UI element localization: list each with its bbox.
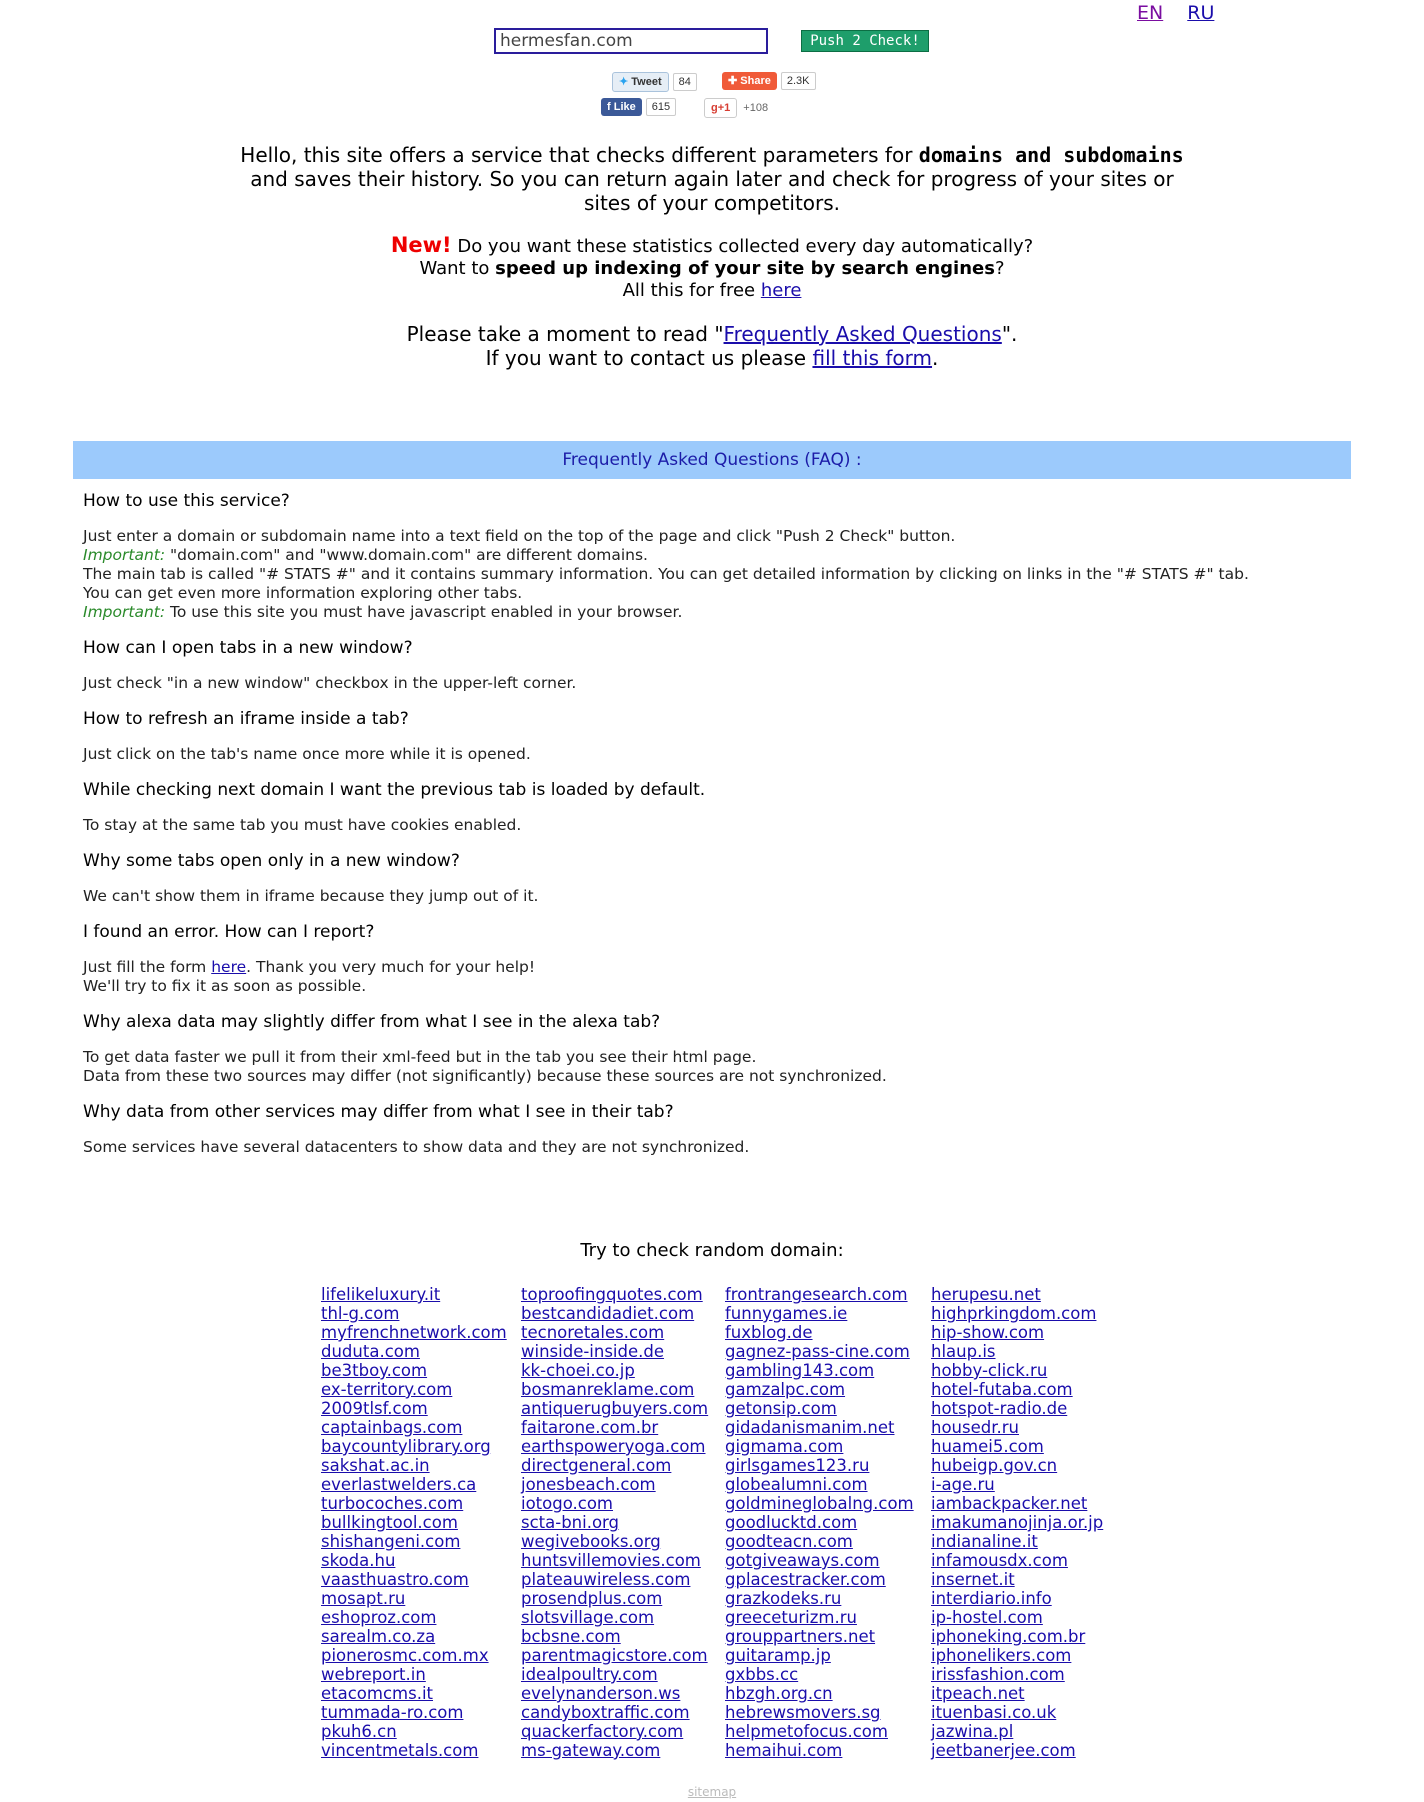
random-domain-link[interactable]: fuxblog.de — [725, 1323, 813, 1342]
domain-column-1 — [321, 1285, 507, 1760]
random-domain-link[interactable]: plateauwireless.com — [521, 1570, 691, 1589]
intro-text: Hello, this site offers a service that checks different parameters for domains and subdomains and saves their history. So you can return again later and check for progress of your sites or sites of your competitors. — [240, 143, 1184, 215]
random-domain-link[interactable]: idealpoultry.com — [521, 1665, 658, 1684]
random-domain-link[interactable]: guitaramp.jp — [725, 1646, 831, 1665]
random-domain-link[interactable]: itpeach.net — [931, 1684, 1025, 1703]
faq-question: Why data from other services may differ from what I see in their tab? — [83, 1102, 674, 1122]
random-domain-link[interactable]: thl-g.com — [321, 1304, 400, 1323]
random-domain-link[interactable]: tecnoretales.com — [521, 1323, 665, 1342]
random-domain-link[interactable]: hotel-futaba.com — [931, 1380, 1073, 1399]
faq-answer: Just click on the tab's name once more while it is opened. — [83, 745, 531, 763]
faq-question: Why some tabs open only in a new window? — [83, 851, 460, 871]
random-domain-link[interactable]: gxbbs.cc — [725, 1665, 799, 1684]
faq-answer: To stay at the same tab you must have cookies enabled. — [83, 816, 522, 834]
random-domain-link[interactable]: candyboxtraffic.com — [521, 1703, 690, 1722]
random-domain-link[interactable]: vaasthuastro.com — [321, 1570, 469, 1589]
footer — [0, 1785, 1424, 1799]
lang-ru-link[interactable]: RU — [1187, 2, 1215, 24]
sitemap-link[interactable]: sitemap — [687, 1785, 737, 1799]
random-domain-link[interactable]: kk-choei.co.jp — [521, 1361, 635, 1380]
random-domain-link[interactable]: skoda.hu — [321, 1551, 396, 1570]
random-domain-link[interactable]: duduta.com — [321, 1342, 420, 1361]
random-domain-link[interactable]: tummada-ro.com — [321, 1703, 464, 1722]
intro-highlight: domains and subdomains — [918, 143, 1184, 167]
random-domain-link[interactable]: helpmetofocus.com — [725, 1722, 888, 1741]
random-domain-link[interactable]: grazkodeks.ru — [725, 1589, 842, 1608]
faq-answer: Just check "in a new window" checkbox in the upper-left corner. — [83, 674, 577, 692]
domain-column-3 — [725, 1285, 914, 1760]
domain-column-4 — [931, 1285, 1103, 1760]
random-domain-link[interactable]: gagnez-pass-cine.com — [725, 1342, 910, 1361]
tweet-count: 84 — [673, 73, 697, 91]
random-domain-link[interactable]: getonsip.com — [725, 1399, 837, 1418]
facebook-like-button[interactable]: f Like — [601, 98, 642, 116]
random-domain-link[interactable]: quackerfactory.com — [521, 1722, 684, 1741]
faq-answer: Just enter a domain or subdomain name into a text field on the top of the page and click "Push 2 Check" button. Important: "domain.com" and "www.domain.com" are different domains. The main tab is called "# STATS #" and it contains summary information. You can get detailed information by clicking on links in the "# STATS #" tab. You can get even more information exploring other tabs. Important: To use this site you must have javascript enabled in your browser. — [83, 527, 1249, 621]
random-domain-link[interactable]: antiquerugbuyers.com — [521, 1399, 709, 1418]
faq-question: How to refresh an iframe inside a tab? — [83, 709, 409, 729]
tweet-widget — [612, 72, 697, 92]
random-domain-link[interactable]: jazwina.pl — [931, 1722, 1014, 1741]
random-domain-link[interactable]: directgeneral.com — [521, 1456, 672, 1475]
random-domain-title: Try to check random domain: — [580, 1240, 844, 1261]
random-domain-link[interactable]: iphoneking.com.br — [931, 1627, 1086, 1646]
random-domain-link[interactable]: gotgiveaways.com — [725, 1551, 880, 1570]
faq-header: Frequently Asked Questions (FAQ) : — [73, 441, 1351, 479]
random-domain-link[interactable]: ex-territory.com — [321, 1380, 453, 1399]
faq-question: How can I open tabs in a new window? — [83, 638, 413, 658]
promo-here-link[interactable]: here — [760, 280, 802, 301]
random-domain-link[interactable]: hbzgh.org.cn — [725, 1684, 833, 1703]
random-domain-link[interactable]: lifelikeluxury.it — [321, 1285, 441, 1304]
random-domain-link[interactable]: myfrenchnetwork.com — [321, 1323, 507, 1342]
random-domain-link[interactable]: iotogo.com — [521, 1494, 614, 1513]
random-domain-link[interactable]: mosapt.ru — [321, 1589, 406, 1608]
random-domain-link[interactable]: sakshat.ac.in — [321, 1456, 430, 1475]
like-count: 615 — [646, 98, 676, 116]
google-plus-icon: g — [711, 102, 718, 114]
google-plus-button[interactable]: g+1 — [704, 98, 737, 118]
faq-section — [83, 489, 1343, 1171]
random-domain-link[interactable]: insernet.it — [931, 1570, 1015, 1589]
twitter-bird-icon: ✦ — [619, 76, 629, 88]
tweet-button[interactable]: ✦ Tweet — [612, 72, 669, 92]
random-domain-link[interactable]: irissfashion.com — [931, 1665, 1065, 1684]
random-domain-link[interactable]: gplacestracker.com — [725, 1570, 886, 1589]
random-domain-link[interactable]: pkuh6.cn — [321, 1722, 397, 1741]
random-domain-link[interactable]: huntsvillemovies.com — [521, 1551, 701, 1570]
random-domain-link[interactable]: vincentmetals.com — [321, 1741, 479, 1760]
random-domain-link[interactable]: bullkingtool.com — [321, 1513, 458, 1532]
google-plus-widget — [704, 98, 768, 118]
push-2-check-button[interactable]: Push 2 Check! — [801, 30, 929, 52]
faq-question: I found an error. How can I report? — [83, 922, 375, 942]
domain-column-2 — [521, 1285, 708, 1760]
facebook-icon: f — [607, 101, 611, 113]
random-domain-link[interactable]: housedr.ru — [931, 1418, 1019, 1437]
new-badge: New! — [390, 233, 452, 257]
random-domain-link[interactable]: ms-gateway.com — [521, 1741, 661, 1760]
read-faq-text: Please take a moment to read "Frequently Asked Questions". If you want to contact us please fill this form. — [406, 322, 1018, 370]
domain-input[interactable] — [494, 28, 768, 54]
random-domain-link[interactable]: scta-bni.org — [521, 1513, 620, 1532]
random-domain-link[interactable]: bosmanreklame.com — [521, 1380, 695, 1399]
random-domain-link[interactable]: funnygames.ie — [725, 1304, 848, 1323]
random-domain-link[interactable]: everlastwelders.ca — [321, 1475, 477, 1494]
random-domain-link[interactable]: indianaline.it — [931, 1532, 1038, 1551]
faq-question: How to use this service? — [83, 491, 290, 511]
random-domain-link[interactable]: eshoproz.com — [321, 1608, 437, 1627]
random-domain-link[interactable]: huamei5.com — [931, 1437, 1044, 1456]
faq-question: While checking next domain I want the previous tab is loaded by default. — [83, 780, 706, 800]
random-domain-link[interactable]: captainbags.com — [321, 1418, 463, 1437]
report-here-link[interactable]: here — [211, 958, 247, 976]
random-domain-link[interactable]: gamzalpc.com — [725, 1380, 846, 1399]
random-domain-link[interactable]: bestcandidadiet.com — [521, 1304, 695, 1323]
random-domain-link[interactable]: winside-inside.de — [521, 1342, 665, 1361]
random-domain-link[interactable]: ip-hostel.com — [931, 1608, 1043, 1627]
facebook-like-widget — [601, 98, 676, 116]
random-domain-link[interactable]: goldmineglobalng.com — [725, 1494, 914, 1513]
share-widget — [722, 72, 816, 90]
language-switcher — [1137, 2, 1232, 24]
random-domain-link[interactable]: etacomcms.it — [321, 1684, 434, 1703]
random-domain-link[interactable]: goodlucktd.com — [725, 1513, 858, 1532]
random-domain-link[interactable]: hlaup.is — [931, 1342, 996, 1361]
share-count: 2.3K — [781, 72, 816, 90]
random-domain-link[interactable]: prosendplus.com — [521, 1589, 663, 1608]
random-domain-link[interactable]: toproofingquotes.com — [521, 1285, 703, 1304]
random-domain-link[interactable]: jeetbanerjee.com — [931, 1741, 1076, 1760]
random-domain-link[interactable]: iambackpacker.net — [931, 1494, 1088, 1513]
random-domain-link[interactable]: faitarone.com.br — [521, 1418, 659, 1437]
random-domain-link[interactable]: gigmama.com — [725, 1437, 844, 1456]
random-domain-link[interactable]: gidadanismanim.net — [725, 1418, 895, 1437]
share-button[interactable]: ✚ Share — [722, 72, 777, 90]
random-domain-link[interactable]: interdiario.info — [931, 1589, 1052, 1608]
random-domain-link[interactable]: gambling143.com — [725, 1361, 875, 1380]
promo-block: New! Do you want these statistics collected every day automatically? Want to speed up indexing of your site by search engines? All this for free here — [390, 233, 1034, 301]
random-domain-link[interactable]: grouppartners.net — [725, 1627, 876, 1646]
plus-icon: ✚ — [728, 75, 738, 87]
random-domain-link[interactable]: herupesu.net — [931, 1285, 1041, 1304]
faq-answer: Some services have several datacenters to show data and they are not synchronized. — [83, 1138, 750, 1156]
random-domain-link[interactable]: hip-show.com — [931, 1323, 1045, 1342]
faq-question: Why alexa data may slightly differ from what I see in the alexa tab? — [83, 1012, 661, 1032]
random-domain-link[interactable]: ituenbasi.co.uk — [931, 1703, 1057, 1722]
random-domain-link[interactable]: parentmagicstore.com — [521, 1646, 708, 1665]
random-domain-link[interactable]: girlsgames123.ru — [725, 1456, 870, 1475]
random-domain-link[interactable]: turbocoches.com — [321, 1494, 464, 1513]
random-domain-link[interactable]: hobby-click.ru — [931, 1361, 1048, 1380]
random-domain-link[interactable]: hebrewsmovers.sg — [725, 1703, 881, 1722]
random-domain-link[interactable]: hubeigp.gov.cn — [931, 1456, 1058, 1475]
faq-link[interactable]: Frequently Asked Questions — [723, 322, 1002, 346]
random-domain-link[interactable]: earthspoweryoga.com — [521, 1437, 706, 1456]
lang-en-link[interactable]: EN — [1137, 2, 1164, 24]
random-domain-link[interactable]: slotsvillage.com — [521, 1608, 655, 1627]
faq-answer: To get data faster we pull it from their xml-feed but in the tab you see their html page. Data from these two sources may differ (not significantly) because these sources are not synchronized. — [83, 1048, 887, 1085]
random-domain-link[interactable]: imakumanojinja.or.jp — [931, 1513, 1104, 1532]
random-domain-link[interactable]: pionerosmc.com.mx — [321, 1646, 489, 1665]
random-domain-link[interactable]: be3tboy.com — [321, 1361, 428, 1380]
important-label: Important: — [83, 546, 166, 564]
random-domain-link[interactable]: infamousdx.com — [931, 1551, 1068, 1570]
faq-answer: We can't show them in iframe because they jump out of it. — [83, 887, 539, 905]
random-domain-link[interactable]: greeceturizm.ru — [725, 1608, 857, 1627]
random-domain-link[interactable]: sarealm.co.za — [321, 1627, 436, 1646]
gplus-count: +108 — [743, 102, 769, 114]
random-domain-link[interactable]: globealumni.com — [725, 1475, 868, 1494]
important-label: Important: — [83, 603, 166, 621]
random-domain-link[interactable]: i-age.ru — [931, 1475, 995, 1494]
random-domain-link[interactable]: highprkingdom.com — [931, 1304, 1097, 1323]
random-domain-link[interactable]: jonesbeach.com — [521, 1475, 656, 1494]
random-domain-link[interactable]: hemaihui.com — [725, 1741, 843, 1760]
random-domain-link[interactable]: baycountylibrary.org — [321, 1437, 491, 1456]
random-domain-link[interactable]: wegivebooks.org — [521, 1532, 661, 1551]
random-domain-link[interactable]: bcbsne.com — [521, 1627, 621, 1646]
random-domain-link[interactable]: frontrangesearch.com — [725, 1285, 908, 1304]
random-domain-link[interactable]: 2009tlsf.com — [321, 1399, 428, 1418]
random-domain-link[interactable]: goodteacn.com — [725, 1532, 853, 1551]
random-domain-link[interactable]: hotspot-radio.de — [931, 1399, 1068, 1418]
faq-answer: Just fill the form here. Thank you very much for your help! We'll try to fix it as soon as possible. — [83, 958, 536, 995]
contact-form-link[interactable]: fill this form — [812, 346, 933, 370]
random-domain-link[interactable]: webreport.in — [321, 1665, 426, 1684]
random-domain-link[interactable]: iphonelikers.com — [931, 1646, 1072, 1665]
random-domain-link[interactable]: evelynanderson.ws — [521, 1684, 681, 1703]
random-domain-link[interactable]: shishangeni.com — [321, 1532, 461, 1551]
